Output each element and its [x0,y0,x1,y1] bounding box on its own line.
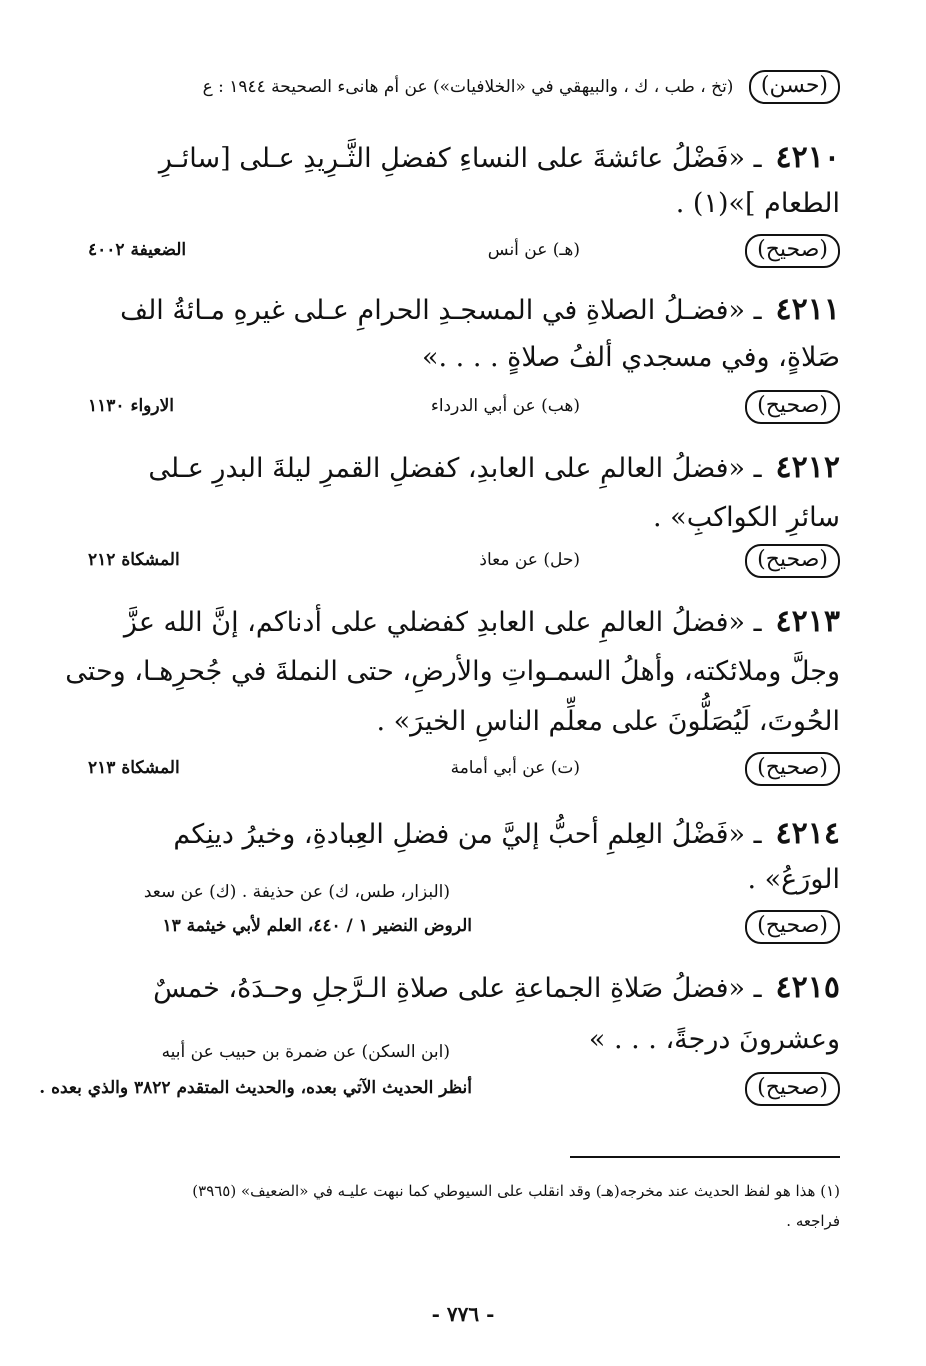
header-reference-line [88,70,840,104]
hadith-text: وجلَّ وملائكته، وأهلُ السمـواتِ والأرضِ، حتى النملةَ في جُحرِهـا، وحتى [65,656,840,687]
hadith-4212-reference [88,544,840,580]
hadith-text: ـ «فضلُ العالمِ على العابدِ كفضلي على أدناكم، إنَّ الله عزَّ [123,607,762,638]
hadith-text: ـ «فَضْلُ العِلمِ أحبُّ إليَّ من فضلِ العِبادةِ، وخيرُ دينِكم [173,819,762,850]
hadith-4213-line-2 [65,644,840,700]
hadith-number: ٤٢١٣ [775,604,840,639]
hadith-text: الحُوتَ، لَيُصَلُّونَ على معلِّم الناسِ الخيرَ» . [376,706,840,737]
grade-badge: (صحيح) [745,390,840,424]
hadith-text: الطعام ]»(١) . [675,188,840,219]
hadith-4210-line-2 [88,176,840,232]
hadith-text: صَلاةٍ، وفي مسجدي ألفُ صلاةٍ . . . .» [422,342,840,373]
hadith-number: ٤٢١٥ [775,970,840,1005]
source-text: (ابن السكن) عن ضمرة بن حبيب عن أبيه [161,1042,450,1062]
source-text: (البزار، طس، ك) عن حذيفة . (ك) عن سعد [143,882,450,902]
hadith-number: ٤٢١١ [775,292,840,327]
citation-text: الضعيفة ٤٠٠٢ [88,240,187,260]
citation-text: المشكاة ٢١٢ [88,550,180,570]
hadith-text: ـ «فضـلُ الصلاةِ في المسجـدِ الحرامِ عـلى غيرهِ مـائةُ الف [120,295,762,326]
hadith-4214-reference [88,910,840,946]
hadith-4210-reference [88,234,840,270]
hadith-4213-reference [88,752,840,788]
citation-text: أنظر الحديث الآتي بعده، والحديث المتقدم ٣٨٢٢ والذي بعده . [39,1078,472,1098]
grade-badge: (حسن) [749,70,840,104]
hadith-number: ٤٢١٢ [775,450,840,485]
hadith-text: ـ «فَضْلُ عائشةَ على النساءِ كفضلِ الثَّـرِيدِ عـلى [سائـرِ [158,143,762,174]
citation-text: الارواء ١١٣٠ [88,396,175,416]
hadith-4215-line-2 [88,1012,840,1068]
citation-text: الروض النضير ١ / ٤٤٠، العلم لأبي خيثمة ١٣ [162,916,472,936]
page-number: - ٧٧٦ - [431,1302,495,1326]
citation-text: المشكاة ٢١٣ [88,758,180,778]
hadith-4213-line-1 [88,594,840,651]
footnote-line-1: (١) هذا هو لفظ الحديث عند مخرجه(هـ) وقد انقلب على السيوطي كما نبهت عليـه في «الضعيف» (٣٩٦٥) [192,1182,840,1200]
footnote [88,1176,840,1236]
source-text: (ت) عن أبي أمامة [450,758,580,778]
hadith-4212-line-1 [88,440,840,497]
grade-badge: (صحيح) [745,234,840,268]
hadith-4211-line-2 [88,330,840,386]
grade-badge: (صحيح) [745,752,840,786]
hadith-4214-line-2 [88,852,840,908]
header-reference-text: (تخ ، طب ، ك ، والبيهقي في «الخلافيات») عن أم هانىء الصحيحة ١٩٤٤ : ع [202,77,734,97]
grade-badge: (صحيح) [745,1072,840,1106]
hadith-4215-line-1 [88,960,840,1017]
source-text: (هـ) عن أنس [487,240,580,260]
grade-badge: (صحيح) [745,544,840,578]
hadith-text: سائرِ الكواكبِ» . [653,502,840,533]
hadith-4213-line-3 [88,694,840,750]
hadith-4212-line-2 [88,490,840,546]
hadith-text: وعشرونَ درجةً، . . . » [588,1024,840,1055]
hadith-text: الورَعُ» . [747,864,840,895]
footnote-divider [570,1156,840,1158]
hadith-4211-reference [88,390,840,426]
hadith-number: ٤٢١٠ [775,140,840,175]
source-text: (هب) عن أبي الدرداء [430,396,580,416]
hadith-number: ٤٢١٤ [775,816,840,851]
source-text: (حل) عن معاذ [479,550,580,570]
grade-badge: (صحيح) [745,910,840,944]
hadith-text: ـ «فضلُ العالمِ على العابدِ، كفضلِ القمرِ ليلةَ البدرِ عـلى [148,453,762,484]
footnote-line-2: فراجعه . [786,1212,840,1230]
hadith-text: ـ «فضلُ صَلاةِ الجماعةِ على صلاةِ الـرَّجلِ وحـدَهُ، خمسٌ [153,973,762,1004]
hadith-4215-reference [39,1072,840,1108]
